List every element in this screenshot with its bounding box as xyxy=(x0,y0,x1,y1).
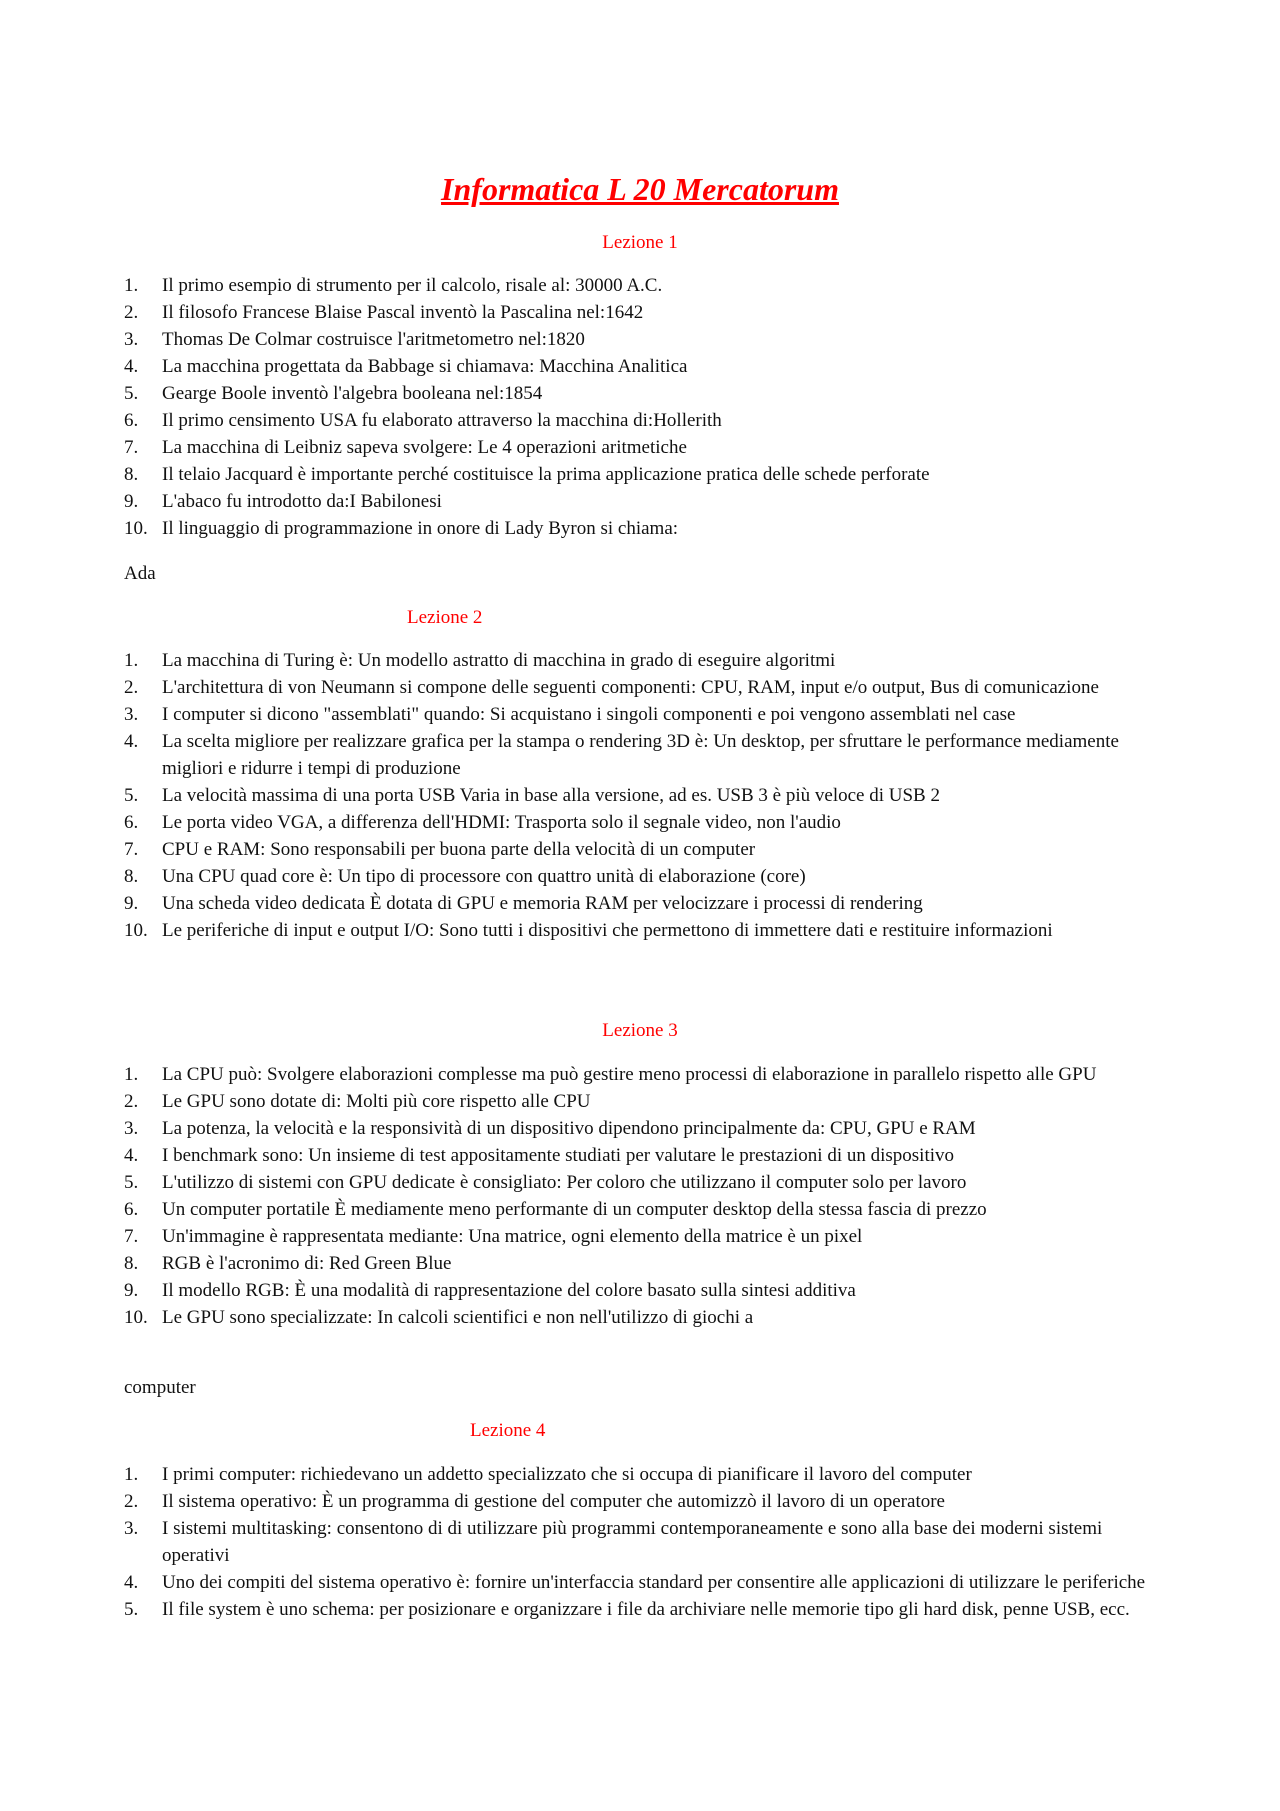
lesson-3-question-list xyxy=(124,1061,1154,1331)
lesson-2-question-list xyxy=(124,647,1154,944)
list-item: 6. Il primo censimento USA fu elaborato attraverso la macchina di:Hollerith xyxy=(124,410,722,431)
list-item: 7. La macchina di Leibniz sapeva svolgere: Le 4 operazioni aritmetiche xyxy=(124,437,687,458)
lesson-1-trailing-text: Ada xyxy=(124,563,156,584)
list-item: 2. Il sistema operativo: È un programma di gestione del computer che automizzò il lavoro di un operatore xyxy=(124,1491,945,1512)
list-item: 10. Le periferiche di input e output I/O: Sono tutti i dispositivi che permettono di immettere dati e restituire informazioni xyxy=(124,920,1053,941)
list-item: 4. Uno dei compiti del sistema operativo è: fornire un'interfaccia standard per consentire alle applicazioni di utilizzare le periferiche xyxy=(124,1572,1146,1593)
lesson-1-question-list xyxy=(124,272,1154,542)
list-item: 3. Thomas De Colmar costruisce l'aritmetometro nel:1820 xyxy=(124,329,585,350)
list-item: 1. Il primo esempio di strumento per il calcolo, risale al: 30000 A.C. xyxy=(124,275,663,296)
list-item: 1. La macchina di Turing è: Un modello astratto di macchina in grado di eseguire algoritmi xyxy=(124,650,836,671)
list-item: 10. Le GPU sono specializzate: In calcoli scientifici e non nell'utilizzo di giochi a xyxy=(124,1307,754,1328)
list-item: 8. Una CPU quad core è: Un tipo di processore con quattro unità di elaborazione (core) xyxy=(124,866,806,887)
lesson-1-heading: Lezione 1 xyxy=(602,232,678,253)
list-item: 2. Le GPU sono dotate di: Molti più core rispetto alle CPU xyxy=(124,1091,591,1112)
document-title: Informatica L 20 Mercatorum xyxy=(441,171,839,207)
lesson-3-trailing-text: computer xyxy=(124,1377,196,1398)
list-item: 9. Una scheda video dedicata È dotata di GPU e memoria RAM per velocizzare i processi di rendering xyxy=(124,893,923,914)
list-item: 4. I benchmark sono: Un insieme di test appositamente studiati per valutare le prestazioni di un dispositivo xyxy=(124,1145,955,1166)
list-item: 2. Il filosofo Francese Blaise Pascal inventò la Pascalina nel:1642 xyxy=(124,302,644,323)
list-item: 9. L'abaco fu introdotto da:I Babilonesi xyxy=(124,491,442,512)
lesson-2-heading: Lezione 2 xyxy=(407,607,483,628)
list-item: 6. Un computer portatile È mediamente meno performante di un computer desktop della stessa fascia di prezzo xyxy=(124,1199,987,1220)
list-item: 10. Il linguaggio di programmazione in onore di Lady Byron si chiama: xyxy=(124,518,679,539)
lesson-4-heading: Lezione 4 xyxy=(470,1420,546,1441)
list-item: 8. RGB è l'acronimo di: Red Green Blue xyxy=(124,1253,452,1274)
list-item: 3. I sistemi multitasking: consentono di di utilizzare più programmi contemporaneamente e sono alla base dei moderni sistemi operativi xyxy=(124,1518,1103,1566)
list-item: 3. I computer si dicono "assemblati" quando: Si acquistano i singoli componenti e poi vengono assemblati nel case xyxy=(124,704,1016,725)
list-item: 3. La potenza, la velocità e la responsività di un dispositivo dipendono principalmente da: CPU, GPU e RAM xyxy=(124,1118,976,1139)
list-item: 5. Gearge Boole inventò l'algebra booleana nel:1854 xyxy=(124,383,543,404)
list-item: 8. Il telaio Jacquard è importante perché costituisce la prima applicazione pratica delle schede perforate xyxy=(124,464,930,485)
list-item: 5. Il file system è uno schema: per posizionare e organizzare i file da archiviare nelle memorie tipo gli hard disk, penne USB, ecc. xyxy=(124,1599,1130,1620)
list-item: 5. La velocità massima di una porta USB Varia in base alla versione, ad es. USB 3 è più veloce di USB 2 xyxy=(124,785,940,806)
list-item: 4. La scelta migliore per realizzare grafica per la stampa o rendering 3D è: Un desktop, per sfruttare le performance mediamente migliori e ridurre i tempi di produzione xyxy=(124,731,1119,779)
list-item: 9. Il modello RGB: È una modalità di rappresentazione del colore basato sulla sintesi additiva xyxy=(124,1280,856,1301)
list-item: 7. Un'immagine è rappresentata mediante: Una matrice, ogni elemento della matrice è un pixel xyxy=(124,1226,863,1247)
list-item: 6. Le porta video VGA, a differenza dell'HDMI: Trasporta solo il segnale video, non l'audio xyxy=(124,812,841,833)
list-item: 1. La CPU può: Svolgere elaborazioni complesse ma può gestire meno processi di elaborazione in parallelo rispetto alle GPU xyxy=(124,1064,1097,1085)
list-item: 7. CPU e RAM: Sono responsabili per buona parte della velocità di un computer xyxy=(124,839,756,860)
list-item: 4. La macchina progettata da Babbage si chiamava: Macchina Analitica xyxy=(124,356,688,377)
lesson-3-heading: Lezione 3 xyxy=(602,1020,678,1041)
list-item: 1. I primi computer: richiedevano un addetto specializzato che si occupa di pianificare il lavoro del computer xyxy=(124,1464,972,1485)
list-item: 5. L'utilizzo di sistemi con GPU dedicate è consigliato: Per coloro che utilizzano il computer solo per lavoro xyxy=(124,1172,967,1193)
lesson-4-question-list xyxy=(124,1461,1154,1623)
list-item: 2. L'architettura di von Neumann si compone delle seguenti componenti: CPU, RAM, input e/o output, Bus di comunicazione xyxy=(124,677,1099,698)
